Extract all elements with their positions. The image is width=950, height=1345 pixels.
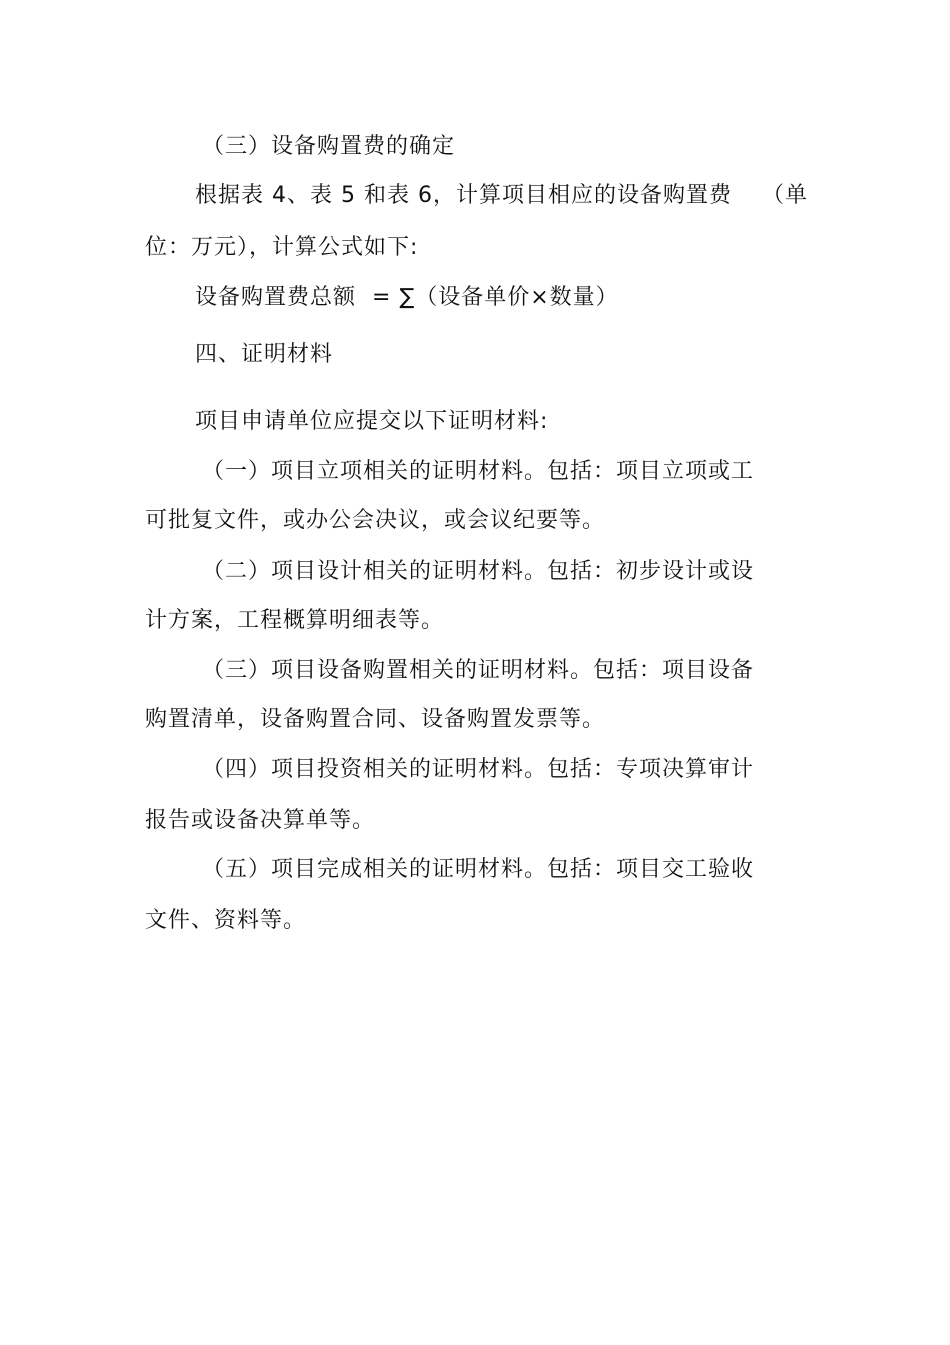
list-item-1-line-1: （一）项目立项相关的证明材料。包括：项目立项或工	[202, 459, 755, 484]
section-3-heading: （三）设备购置费的确定	[202, 134, 456, 159]
list-item-4-line-2: 报告或设备决算单等。	[145, 808, 376, 833]
section-3-intro-line-1: 根据表 4、表 5 和表 6，计算项目相应的设备购置费	[195, 183, 732, 208]
formula-left: 设备购置费总额	[195, 285, 357, 310]
list-item-1-line-2: 可批复文件，或办公会决议，或会议纪要等。	[145, 508, 606, 533]
list-item-4-line-1: （四）项目投资相关的证明材料。包括：专项决算审计	[202, 757, 755, 782]
list-item-5-line-2: 文件、资料等。	[145, 908, 307, 933]
section-3-intro-unit: （单	[762, 183, 809, 208]
list-item-2-line-1: （二）项目设计相关的证明材料。包括：初步设计或设	[202, 559, 755, 584]
list-item-3-line-2: 购置清单，设备购置合同、设备购置发票等。	[145, 707, 606, 732]
section-3-intro-line-2: 位：万元），计算公式如下:	[145, 235, 419, 260]
section-4-intro: 项目申请单位应提交以下证明材料:	[195, 409, 549, 434]
section-4-heading: 四、证明材料	[195, 342, 334, 367]
formula-right: = ∑（设备单价×数量）	[372, 285, 619, 310]
list-item-5-line-1: （五）项目完成相关的证明材料。包括：项目交工验收	[202, 857, 755, 882]
list-item-3-line-1: （三）项目设备购置相关的证明材料。包括：项目设备	[202, 658, 755, 683]
list-item-2-line-2: 计方案，工程概算明细表等。	[145, 608, 445, 633]
